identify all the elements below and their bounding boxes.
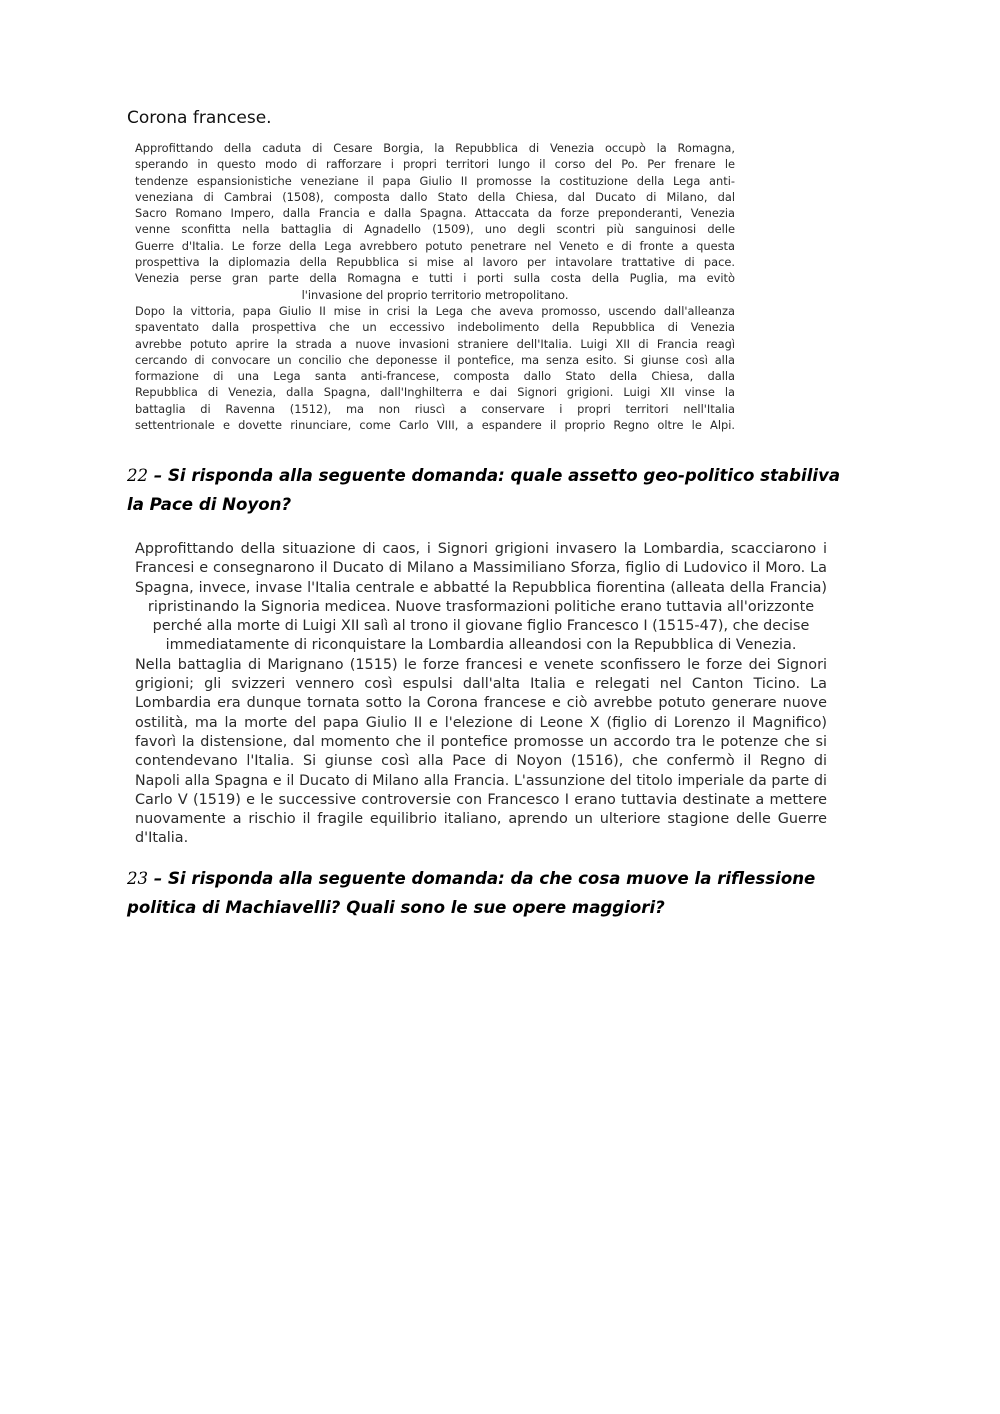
excerpt-line: perché alla morte di Luigi XII salì al trono il giovane figlio Francesco I (1515-47), che decise xyxy=(152,618,810,635)
excerpt-line: ripristinando la Signoria medicea. Nuove trasformazioni politiche erano tuttavia all'orizzonte xyxy=(147,598,815,615)
intro-text: Corona francese. xyxy=(127,108,272,128)
excerpt-line: contendevano l'Italia. Si giunse così alla Pace di Noyon (1516), che confermò il Regno di xyxy=(135,753,827,770)
excerpt-line: Repubblica di Venezia, dalla Spagna, dall'Inghilterra e dai Signori grigioni. Luigi XII vinse la xyxy=(135,385,735,400)
excerpt-line: settentrionale e dovette rinunciare, come Carlo VIII, a espandere il proprio Regno oltre le Alpi. xyxy=(135,418,735,433)
excerpt-line: Lombardia era dunque tornata sotto la Corona francese e ciò avrebbe potuto generare nuove xyxy=(135,695,827,712)
excerpt-line: Guerre d'Italia. Le forze della Lega avrebbero potuto penetrare nel Veneto e di fronte a questa xyxy=(135,238,735,253)
excerpt-line: sperando in questo modo di rafforzare i propri territori lungo il corso del Po. Per frenare le xyxy=(135,157,735,172)
excerpt-line: l'invasione del proprio territorio metropolitano. xyxy=(301,287,569,302)
excerpt-line: grigioni; gli svizzeri vennero così espulsi dall'alta Italia e relegati nel Canton Ticino. La xyxy=(135,676,827,693)
question-23 xyxy=(127,864,857,922)
excerpt-line: veneziana di Cambrai (1508), composta dallo Stato della Chiesa, dal Ducato di Milano, dal xyxy=(135,189,735,204)
excerpt-line: Napoli alla Spagna e il Ducato di Milano alla Francia. L'assunzione del titolo imperiale da parte di xyxy=(135,772,827,789)
excerpt-line: Nella battaglia di Marignano (1515) le forze francesi e venete sconfissero le forze dei Signori xyxy=(135,656,827,673)
excerpt-line: Spagna, invece, invase l'Italia centrale e abbatté la Repubblica fiorentina (alleata della Francia) xyxy=(135,579,827,596)
excerpt-line: prospettiva la diplomazia della Repubblica si mise al lavoro per intavolare trattative di pace. xyxy=(135,255,735,270)
excerpt-line: Dopo la vittoria, papa Giulio II mise in crisi la Lega che aveva promosso, uscendo dall'alleanza xyxy=(135,303,735,318)
excerpt-line: favorì la distensione, dal momento che il pontefice promosse un accordo tra le potenze che si xyxy=(135,733,827,750)
excerpt-line: Approfittando della situazione di caos, i Signori grigioni invasero la Lombardia, scacciarono i xyxy=(135,541,827,557)
excerpt-line: venne sconfitta nella battaglia di Agnadello (1509), uno degli scontri più sanguinosi delle xyxy=(135,222,735,237)
question-number: 22 xyxy=(127,466,149,485)
excerpt-line: d'Italia. xyxy=(135,830,189,847)
excerpt-line: Venezia perse gran parte della Romagna e tutti i porti sulla costa della Puglia, ma evitò xyxy=(135,271,735,286)
scanned-excerpt-2 xyxy=(135,540,827,849)
excerpt-line: cercando di convocare un concilio che deponesse il pontefice, ma senza esito. Si giunse così alla xyxy=(135,352,735,367)
excerpt-line: avrebbe potuto aprire la strada a nuove invasioni straniere dell'Italia. Luigi XII di Francia reagì xyxy=(135,336,735,351)
excerpt-line: Sacro Romano Impero, dalla Francia e dalla Spagna. Attaccata da forze preponderanti, Venezia xyxy=(135,206,735,221)
excerpt-line: Carlo V (1519) e le successive controversie con Francesco I erano tuttavia destinate a mettere xyxy=(135,791,827,808)
scanned-excerpt-1 xyxy=(135,140,735,433)
excerpt-line: spaventato dalla prospettiva che un eccessivo indebolimento della Repubblica di Venezia xyxy=(135,320,735,335)
excerpt-line: immediatamente di riconquistare la Lombardia alleandosi con la Repubblica di Venezia. xyxy=(165,637,797,654)
question-text: – Si risponda alla seguente domanda: da che cosa muove la riflessione politica di Machiavelli? Quali sono le sue opere maggiori? xyxy=(127,869,816,917)
excerpt-line: tendenze espansionistiche veneziane il papa Giulio II promosse la costituzione della Lega anti- xyxy=(135,173,735,188)
excerpt-line: Francesi e consegnarono il Ducato di Milano a Massimiliano Sforza, figlio di Ludovico il Moro. La xyxy=(135,560,827,577)
excerpt-line: Approfittando della caduta di Cesare Borgia, la Repubblica di Venezia occupò la Romagna, xyxy=(135,141,735,155)
excerpt-line: battaglia di Ravenna (1512), ma non riuscì a conservare i propri territori nell'Italia xyxy=(135,401,735,416)
question-text: – Si risponda alla seguente domanda: quale assetto geo-politico stabiliva la Pace di Noyon? xyxy=(127,466,841,514)
excerpt-line: nuovamente a rischio il fragile equilibrio italiano, aprendo un ulteriore stagione delle Guerre xyxy=(135,811,827,828)
question-22 xyxy=(127,461,857,519)
question-number: 23 xyxy=(127,869,149,888)
excerpt-line: formazione di una Lega santa anti-francese, composta dallo Stato della Chiesa, dalla xyxy=(135,369,735,384)
excerpt-line: ostilità, ma la morte del papa Giulio II e l'elezione di Leone X (figlio di Lorenzo il Magnifico) xyxy=(135,714,827,731)
